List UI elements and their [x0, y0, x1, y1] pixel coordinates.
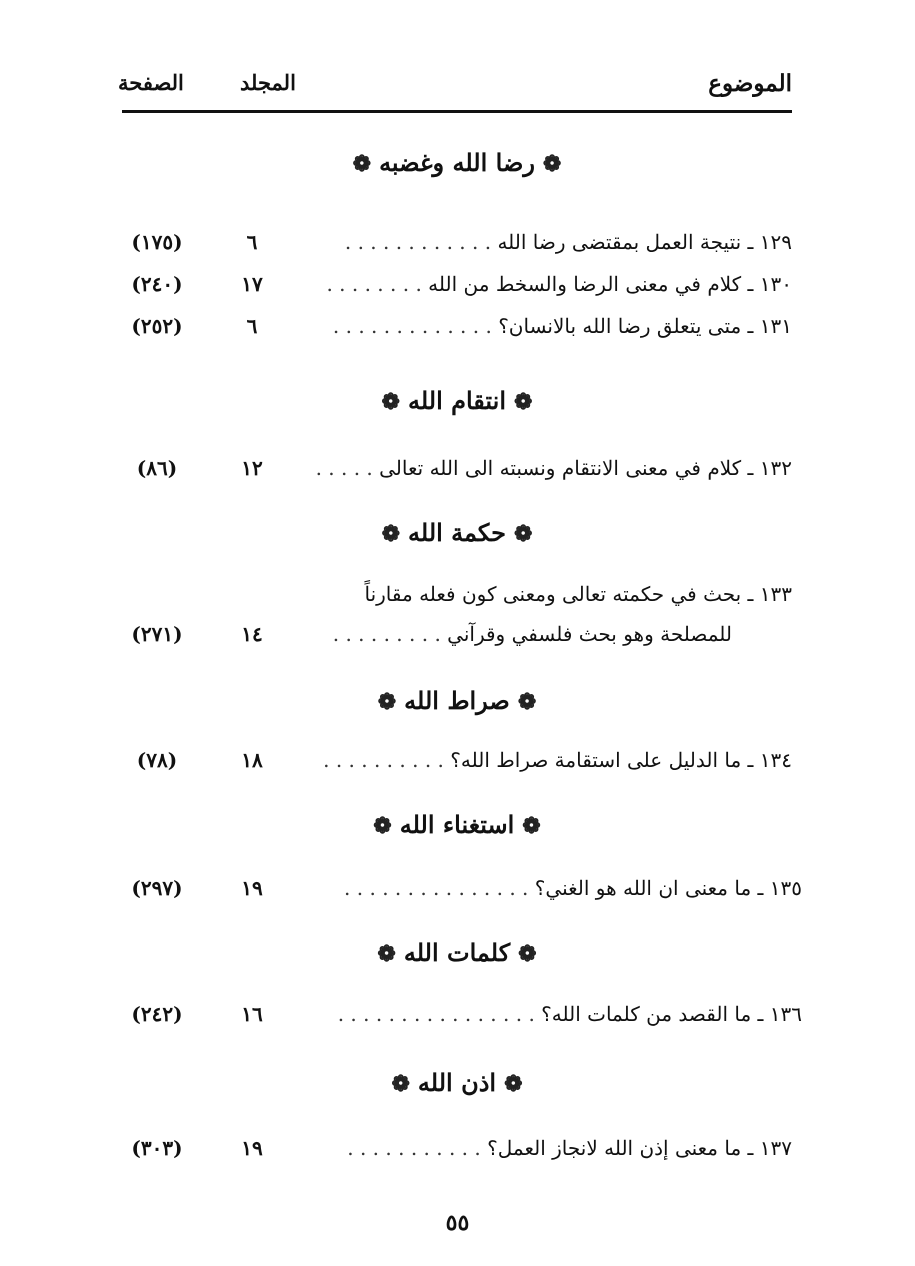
ornament-icon: ❁ [377, 941, 396, 967]
list-item [122, 230, 792, 270]
ornament-icon: ❁ [517, 689, 537, 715]
page-number: ٥٥ [445, 1210, 470, 1236]
ornament-icon: ❁ [381, 389, 400, 415]
entry-volume: ٦ [246, 230, 258, 254]
ornament-icon: ❁ [381, 521, 400, 547]
entry-volume: ١٢ [241, 456, 263, 480]
entry-page: (١٧٥) [131, 230, 183, 254]
ornament-icon: ❁ [504, 1071, 523, 1097]
leader-dots: . . . . . . . . . [332, 622, 441, 646]
entry-page: (٢٧١) [131, 622, 183, 646]
entry-volume: ١٩ [241, 876, 263, 900]
ornament-icon: ❁ [518, 941, 537, 967]
leader-dots: . . . . . . . . . . . . . [332, 314, 492, 338]
leader-dots: . . . . . . . . [326, 272, 422, 296]
entry-volume: ١٨ [241, 748, 263, 772]
section-heading: ❁صراط الله❁ [122, 686, 792, 715]
entry-title: ١٣٠ ـ كلام في معنى الرضا والسخط من الله [428, 272, 792, 296]
list-item [122, 1002, 802, 1042]
entry-title: ١٣٥ ـ ما معنى ان الله هو الغني؟ [534, 876, 802, 900]
leader-dots: . . . . . . . . . . . . . . . [344, 876, 529, 900]
leader-dots: . . . . . . . . . . . . [344, 230, 492, 254]
section-heading: ❁انتقام الله❁ [122, 386, 792, 415]
ornament-icon: ❁ [391, 1071, 410, 1097]
entry-page: (٢٤٠) [131, 272, 183, 296]
section-heading: ❁حكمة الله❁ [122, 518, 792, 547]
entry-title: ١٣٧ ـ ما معنى إذن الله لانجاز العمل؟ [487, 1136, 792, 1160]
entry-volume: ٦ [246, 314, 258, 338]
list-item [122, 314, 792, 354]
entry-page: (٢٤٢) [131, 1002, 183, 1026]
entry-title: ١٣٤ ـ ما الدليل على استقامة صراط الله؟ [450, 748, 792, 772]
section-heading: ❁رضا الله وغضبه❁ [122, 148, 792, 177]
entry-title: ١٣١ ـ متى يتعلق رضا الله بالانسان؟ [498, 314, 792, 338]
ornament-icon: ❁ [373, 813, 392, 839]
list-item [122, 876, 802, 916]
list-item [122, 748, 792, 788]
entry-page: (٢٥٢) [131, 314, 183, 338]
entry-title: ١٣٢ ـ كلام في معنى الانتقام ونسبته الى الله تعالى [379, 456, 792, 480]
leader-dots: . . . . . . . . . . . [347, 1136, 481, 1160]
entry-title-continued: للمصلحة وهو بحث فلسفي وقرآني [447, 622, 732, 646]
entry-page: (٢٩٧) [131, 876, 183, 900]
list-item [122, 1136, 792, 1176]
column-header-topic: الموضوع [708, 70, 792, 97]
leader-dots: . . . . . . . . . . [323, 748, 444, 772]
ornament-icon: ❁ [542, 151, 562, 177]
column-header-page: الصفحة [118, 70, 184, 95]
entry-page: (٧٨) [136, 748, 178, 772]
section-heading: ❁اذن الله❁ [122, 1068, 792, 1097]
entry-page: (٣٠٣) [131, 1136, 183, 1160]
ornament-icon: ❁ [513, 521, 533, 547]
ornament-icon: ❁ [352, 151, 372, 177]
entry-page: (٨٦) [136, 456, 178, 480]
entry-title: ١٣٣ ـ بحث في حكمته تعالى ومعنى كون فعله مقارناً [364, 582, 792, 606]
header-rule [122, 110, 792, 113]
entry-volume: ١٦ [241, 1002, 263, 1026]
list-item [122, 582, 792, 664]
entry-title: ١٢٩ ـ نتيجة العمل بمقتضى رضا الله [497, 230, 792, 254]
column-header-volume: المجلد [240, 70, 296, 95]
entry-volume: ١٧ [241, 272, 263, 296]
entry-volume: ١٤ [241, 622, 263, 646]
section-heading: ❁كلمات الله❁ [122, 938, 792, 967]
ornament-icon: ❁ [522, 813, 541, 839]
entry-volume: ١٩ [241, 1136, 263, 1160]
list-item [122, 272, 792, 312]
leader-dots: . . . . . [315, 456, 373, 480]
ornament-icon: ❁ [514, 389, 533, 415]
ornament-icon: ❁ [377, 689, 397, 715]
section-heading: ❁استغناء الله❁ [122, 810, 792, 839]
entry-title: ١٣٦ ـ ما القصد من كلمات الله؟ [541, 1002, 802, 1026]
leader-dots: . . . . . . . . . . . . . . . . [337, 1002, 535, 1026]
list-item [122, 456, 792, 496]
